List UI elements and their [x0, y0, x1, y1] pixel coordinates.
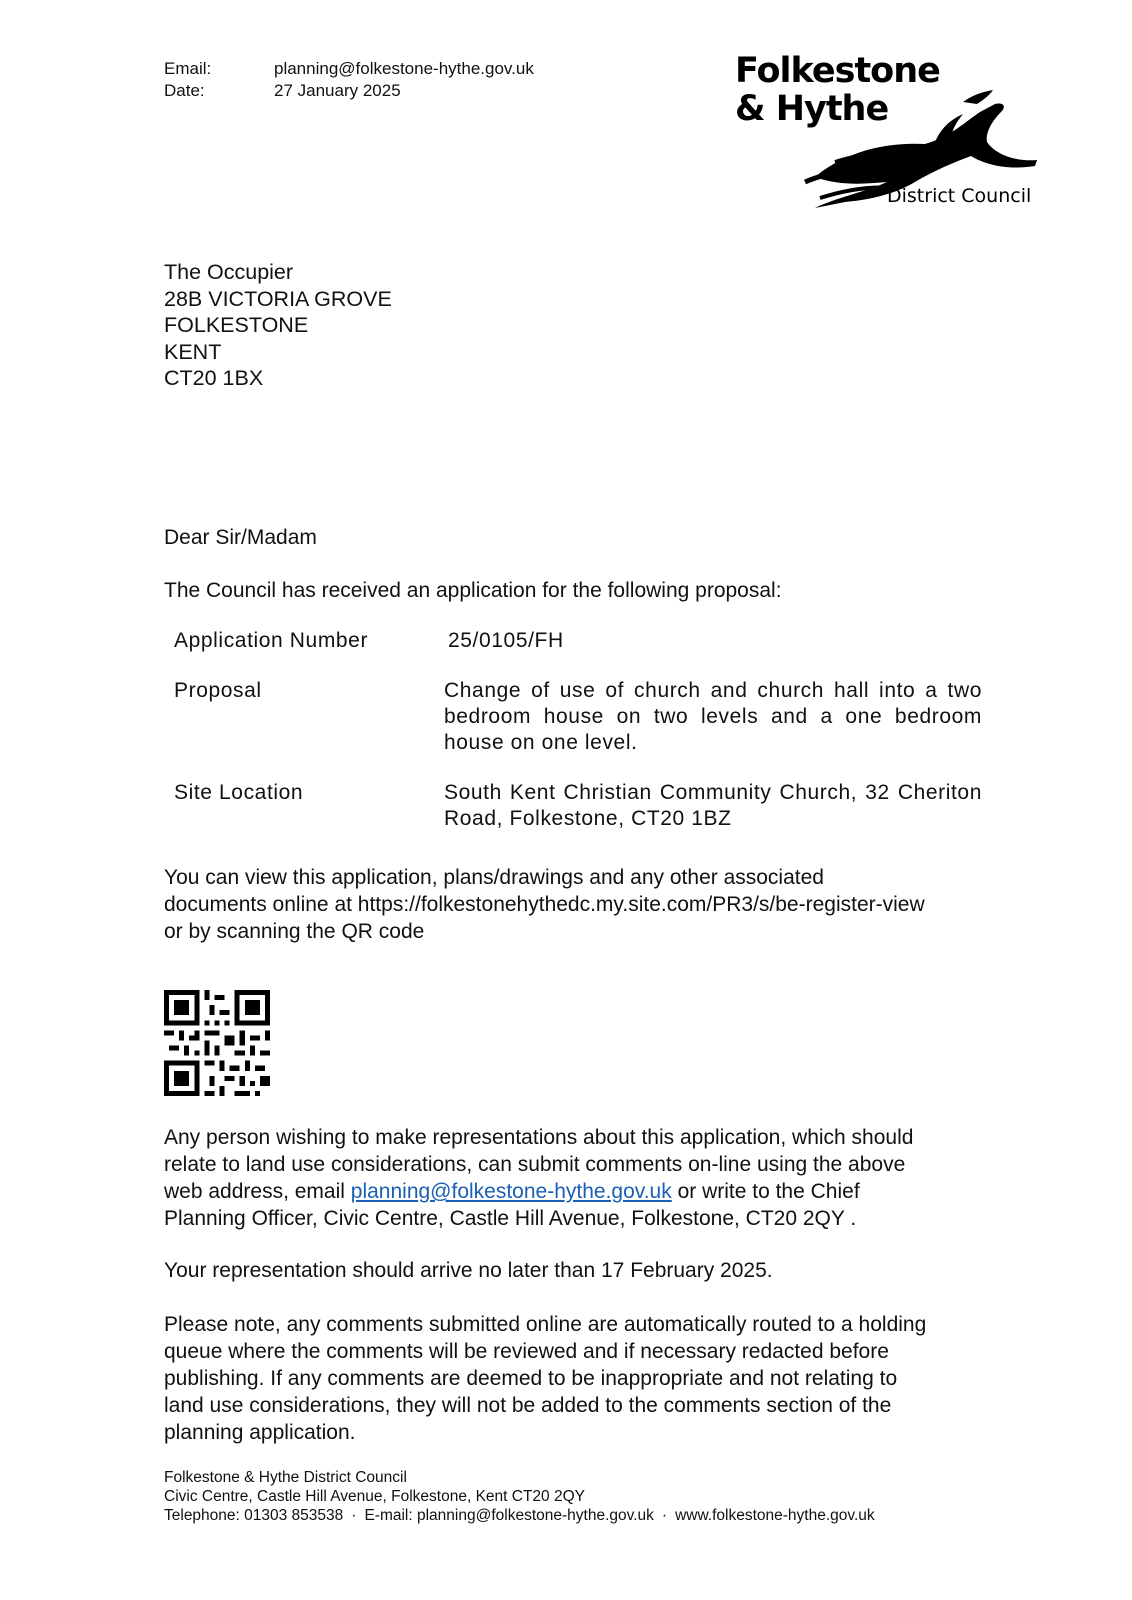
date-label: Date:: [164, 81, 205, 100]
footer-email: E-mail: planning@folkestone-hythe.gov.uk: [364, 1507, 654, 1524]
representations-paragraph: [164, 1124, 994, 1232]
logo-line-2: & Hythe: [735, 89, 889, 129]
site-location-value: South Kent Christian Community Church, 32 Cheriton Road, Folkestone, CT20 1BZ: [444, 781, 982, 830]
footer-telephone: Telephone: 01303 853538: [164, 1507, 344, 1524]
note-line: Please note, any comments submitted online are automatically routed to a holding: [164, 1313, 927, 1336]
footer-org: Folkestone & Hythe District Council: [164, 1469, 407, 1486]
logo-subtitle: District Council: [887, 185, 1032, 207]
email-value: planning@folkestone-hythe.gov.uk: [274, 59, 534, 78]
letter-footer: [164, 1468, 875, 1525]
footer-contact: [164, 1506, 875, 1525]
proposal-value: Change of use of church and church hall into a two bedroom house on two levels and a one bedroom house on one level.: [444, 679, 982, 754]
address-line: FOLKESTONE: [164, 313, 309, 337]
note-line: queue where the comments will be reviewed and if necessary redacted before: [164, 1340, 889, 1363]
address-line: KENT: [164, 339, 222, 364]
view-line: or by scanning the QR code: [164, 920, 425, 943]
footer-separator: ·: [661, 1507, 668, 1524]
footer-website: www.folkestone-hythe.gov.uk: [675, 1507, 875, 1524]
council-logo: [735, 52, 1045, 212]
email-label: Email:: [164, 59, 212, 78]
date-value: 27 January 2025: [274, 81, 401, 100]
view-online-paragraph: [164, 864, 994, 945]
planning-email-link[interactable]: planning@folkestone-hythe.gov.uk: [350, 1180, 672, 1203]
proposal-row: [174, 678, 982, 756]
deadline-paragraph: Your representation should arrive no later than 17 February 2025.: [164, 1259, 773, 1282]
address-line: The Occupier: [164, 260, 294, 284]
note-paragraph: [164, 1311, 994, 1446]
reps-line: [164, 1178, 994, 1205]
proposal-label: Proposal: [174, 679, 262, 702]
site-location-label: Site Location: [174, 781, 304, 804]
note-line: planning application.: [164, 1421, 356, 1444]
address-line: 28B VICTORIA GROVE: [164, 286, 392, 311]
reps-text: web address, email: [164, 1180, 351, 1203]
intro-paragraph: The Council has received an application for the following proposal:: [164, 579, 782, 602]
site-location-row: [174, 780, 982, 832]
view-line: documents online at https://folkestonehythedc.my.site.com/PR3/s/be-register-view: [164, 893, 925, 916]
salutation: Dear Sir/Madam: [164, 526, 317, 549]
qr-code-icon[interactable]: [164, 990, 270, 1096]
reps-line: Planning Officer, Civic Centre, Castle Hill Avenue, Folkestone, CT20 2QY .: [164, 1207, 857, 1230]
application-number-value: 25/0105/FH: [448, 629, 564, 652]
reps-line: Any person wishing to make representations about this application, which should: [164, 1126, 914, 1149]
note-line: publishing. If any comments are deemed to be inappropriate and not relating to: [164, 1367, 898, 1390]
footer-address: Civic Centre, Castle Hill Avenue, Folkestone, Kent CT20 2QY: [164, 1488, 585, 1505]
view-line: You can view this application, plans/drawings and any other associated: [164, 866, 824, 889]
reps-line: relate to land use considerations, can submit comments on-line using the above: [164, 1153, 906, 1176]
application-number-row: [174, 628, 982, 654]
application-number-label: Application Number: [174, 629, 369, 652]
email-row: [164, 58, 534, 80]
note-line: land use considerations, they will not be added to the comments section of the: [164, 1394, 892, 1417]
date-row: [164, 80, 534, 102]
footer-separator: ·: [351, 1507, 357, 1524]
reps-text: or write to the Chief: [671, 1180, 860, 1203]
logo-line-1: Folkestone: [735, 51, 940, 91]
recipient-address: [164, 259, 392, 392]
application-details: [174, 628, 982, 856]
letter-meta: [164, 58, 534, 102]
address-line: CT20 1BX: [164, 366, 264, 390]
